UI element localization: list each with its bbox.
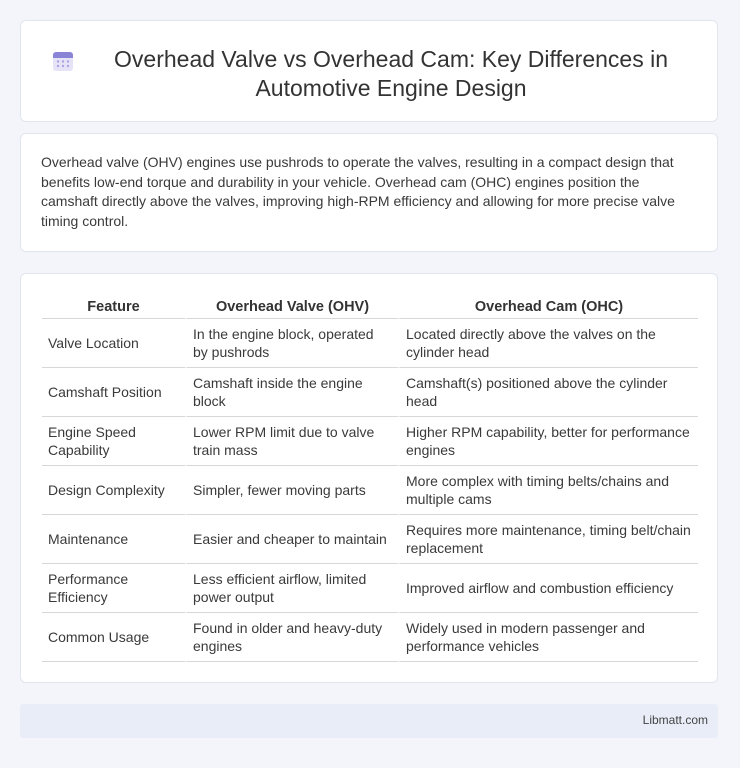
intro-card (20, 133, 718, 252)
ohc-cell: Improved airflow and combustion efficiency (398, 564, 698, 613)
footer-bar (20, 704, 718, 738)
ohv-cell: Simpler, fewer moving parts (185, 466, 398, 515)
ohc-cell: Camshaft(s) positioned above the cylinder head (398, 368, 698, 417)
table-row (42, 466, 698, 515)
ohc-cell: Requires more maintenance, timing belt/chain replacement (398, 515, 698, 564)
title-card (20, 20, 718, 122)
feature-cell: Common Usage (42, 613, 185, 662)
ohc-cell: Located directly above the valves on the cylinder head (398, 319, 698, 368)
feature-cell: Engine Speed Capability (42, 417, 185, 466)
feature-cell: Camshaft Position (42, 368, 185, 417)
header-feature: Feature (42, 296, 185, 319)
ohv-cell: In the engine block, operated by pushrods (185, 319, 398, 368)
header-ohv: Overhead Valve (OHV) (185, 296, 398, 319)
title-wrap (21, 21, 717, 103)
table-row (42, 613, 698, 662)
ohv-cell: Lower RPM limit due to valve train mass (185, 417, 398, 466)
table-row (42, 368, 698, 417)
feature-cell: Maintenance (42, 515, 185, 564)
ohc-cell: Widely used in modern passenger and performance vehicles (398, 613, 698, 662)
ohv-cell: Easier and cheaper to maintain (185, 515, 398, 564)
footer-brand[interactable]: Libmatt.com (642, 713, 708, 727)
feature-cell: Design Complexity (42, 466, 185, 515)
ohv-cell: Camshaft inside the engine block (185, 368, 398, 417)
intro-text: Overhead valve (OHV) engines use pushrods to operate the valves, resulting in a compact design that benefits low-end torque and durability in your vehicle. Overhead cam (OHC) engines position the camshaft directly above the valves, improving high-RPM efficiency and allowing for more precise valve timing control. (41, 154, 675, 229)
ohc-cell: More complex with timing belts/chains and multiple cams (398, 466, 698, 515)
table-row (42, 515, 698, 564)
table-row (42, 564, 698, 613)
header-ohc: Overhead Cam (OHC) (398, 296, 698, 319)
ohv-cell: Less efficient airflow, limited power output (185, 564, 398, 613)
page-title: Overhead Valve vs Overhead Cam: Key Differences in Automotive Engine Design (114, 46, 668, 101)
feature-cell: Valve Location (42, 319, 185, 368)
calendar-icon (51, 49, 75, 73)
table-row (42, 319, 698, 368)
feature-cell: Performance Efficiency (42, 564, 185, 613)
table-header-row (42, 296, 698, 319)
comparison-table (42, 296, 698, 662)
table-row (42, 417, 698, 466)
ohc-cell: Higher RPM capability, better for performance engines (398, 417, 698, 466)
ohv-cell: Found in older and heavy-duty engines (185, 613, 398, 662)
table-card (20, 273, 718, 683)
